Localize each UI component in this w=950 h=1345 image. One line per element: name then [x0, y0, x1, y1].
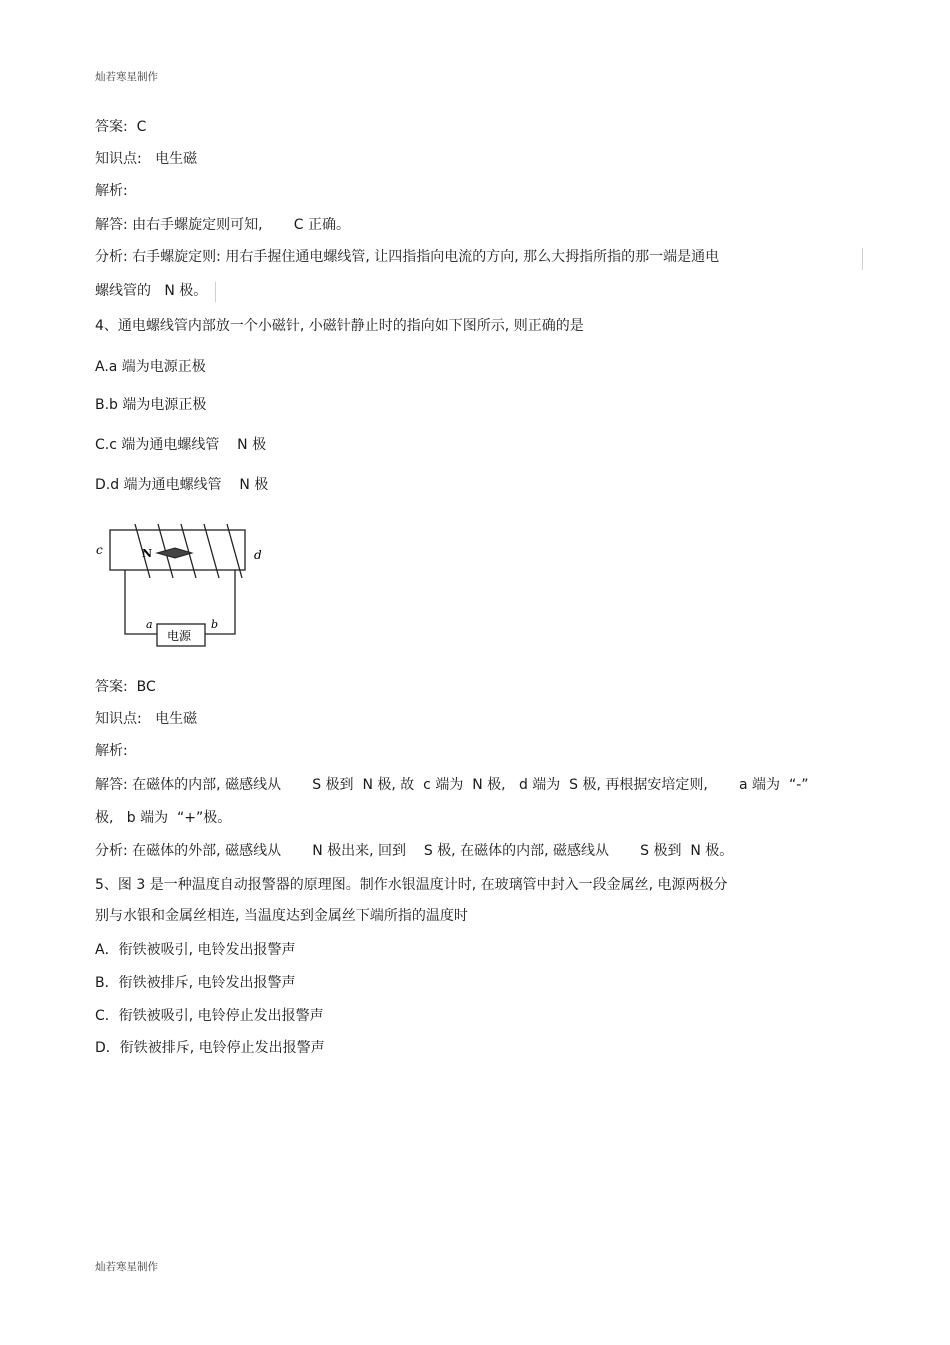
q4-solution-line-1: 解答: 在磁体的内部, 磁感线从 S 极到 N 极, 故 c 端为 N 极, d 端为 S 极, 再根据安培定则, a 端为 “-”: [95, 777, 809, 793]
label-c: c: [96, 543, 103, 557]
q3-solution: 解答: 由右手螺旋定则可知, C 正确。: [95, 217, 350, 233]
compass-needle-icon: [157, 548, 192, 558]
page-header: 灿若寒星制作: [95, 71, 158, 83]
q4-option-d: D.d 端为通电螺线管 N 极: [95, 477, 269, 493]
q3-knowledge-point: 知识点: 电生磁: [95, 151, 198, 167]
margin-divider: [215, 282, 216, 302]
q4-explanation: 分析: 在磁体的外部, 磁感线从 N 极出来, 回到 S 极, 在磁体的内部, 磁感线从 S 极到 N 极。: [95, 843, 734, 859]
q5-option-a: A．衔铁被吸引, 电铃发出报警声: [95, 942, 296, 958]
q4-option-c: C.c 端为通电螺线管 N 极: [95, 437, 267, 453]
q5-option-d: D．衔铁被排斥, 电铃停止发出报警声: [95, 1040, 325, 1056]
q3-answer: 答案: C: [95, 119, 147, 135]
margin-divider: [862, 248, 863, 270]
solenoid-circuit-diagram: [95, 522, 270, 652]
q5-option-b: B．衔铁被排斥, 电铃发出报警声: [95, 975, 296, 991]
q4-option-b: B.b 端为电源正极: [95, 397, 207, 413]
q3-explanation-line-2: 螺线管的 N 极。: [95, 283, 208, 299]
q4-analysis-label: 解析:: [95, 743, 128, 759]
q3-explanation-line-1: 分析: 右手螺旋定则: 用右手握住通电螺线管, 让四指指向电流的方向, 那么大拇指所指的那一端是通电: [95, 249, 720, 265]
label-a: a: [146, 618, 153, 631]
label-d: d: [254, 548, 262, 562]
circuit-wire-right: [205, 570, 235, 634]
q3-analysis-label: 解析:: [95, 183, 128, 199]
q4-option-a: A.a 端为电源正极: [95, 359, 206, 375]
q4-solution-line-2: 极, b 端为 “+”极。: [95, 810, 232, 826]
q5-question-line-1: 5、图 3 是一种温度自动报警器的原理图。制作水银温度计时, 在玻璃管中封入一段金属丝, 电源两极分: [95, 877, 728, 893]
q5-question-line-2: 别与水银和金属丝相连, 当温度达到金属丝下端所指的温度时: [95, 908, 468, 924]
label-n: N: [142, 547, 153, 560]
page-footer: 灿若寒星制作: [95, 1261, 158, 1273]
label-b: b: [211, 618, 219, 631]
q4-answer: 答案: BC: [95, 679, 156, 695]
q5-option-c: C．衔铁被吸引, 电铃停止发出报警声: [95, 1008, 324, 1024]
q4-question: 4、通电螺线管内部放一个小磁针, 小磁针静止时的指向如下图所示, 则正确的是: [95, 318, 584, 334]
power-source-label: 电源: [167, 629, 192, 643]
q4-knowledge-point: 知识点: 电生磁: [95, 711, 198, 727]
